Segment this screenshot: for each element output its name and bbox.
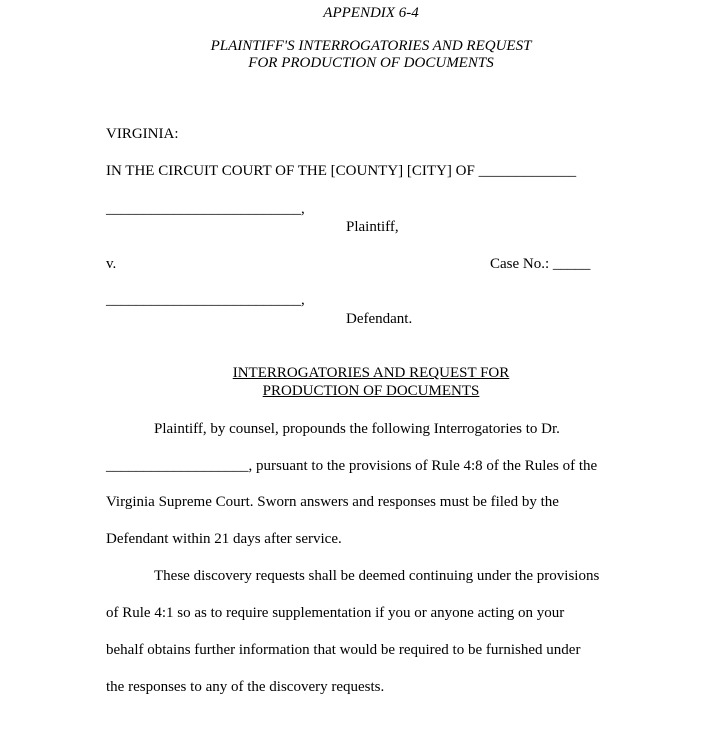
court-line: IN THE CIRCUIT COURT OF THE [COUNTY] [CITY] OF _____________ xyxy=(106,163,577,179)
paragraph-line: Defendant within 21 days after service. xyxy=(106,531,342,547)
section-title-line-2-text: PRODUCTION OF DOCUMENTS xyxy=(262,383,480,399)
section-title-line-1-text: INTERROGATORIES AND REQUEST FOR xyxy=(232,365,510,381)
plaintiff-label: Plaintiff, xyxy=(346,219,399,235)
paragraph-line: the responses to any of the discovery requests. xyxy=(106,679,385,695)
state-label: VIRGINIA: xyxy=(106,126,179,142)
case-number: Case No.: _____ xyxy=(490,256,591,272)
paragraph-line: ___________________, pursuant to the provisions of Rule 4:8 of the Rules of the xyxy=(106,458,598,474)
defendant-name-blank: __________________________, xyxy=(106,292,305,308)
document-title-line-1: PLAINTIFF'S INTERROGATORIES AND REQUEST xyxy=(210,38,532,54)
defendant-label: Defendant. xyxy=(346,311,413,327)
section-title-line-2 xyxy=(0,382,702,400)
section-title-line-1 xyxy=(0,364,702,382)
document-title-line-2: FOR PRODUCTION OF DOCUMENTS xyxy=(248,55,494,71)
paragraph-line: behalf obtains further information that would be required to be furnished under xyxy=(106,642,581,658)
paragraph-line: of Rule 4:1 so as to require supplementation if you or anyone acting on your xyxy=(106,605,565,621)
paragraph-line: Plaintiff, by counsel, propounds the following Interrogatories to Dr. xyxy=(154,421,560,437)
versus-label: v. xyxy=(106,256,117,272)
appendix-label: APPENDIX 6-4 xyxy=(323,5,419,21)
paragraph-line: These discovery requests shall be deemed continuing under the provisions xyxy=(154,568,600,584)
paragraph-line: Virginia Supreme Court. Sworn answers and responses must be filed by the xyxy=(106,494,559,510)
plaintiff-name-blank: __________________________, xyxy=(106,201,305,217)
